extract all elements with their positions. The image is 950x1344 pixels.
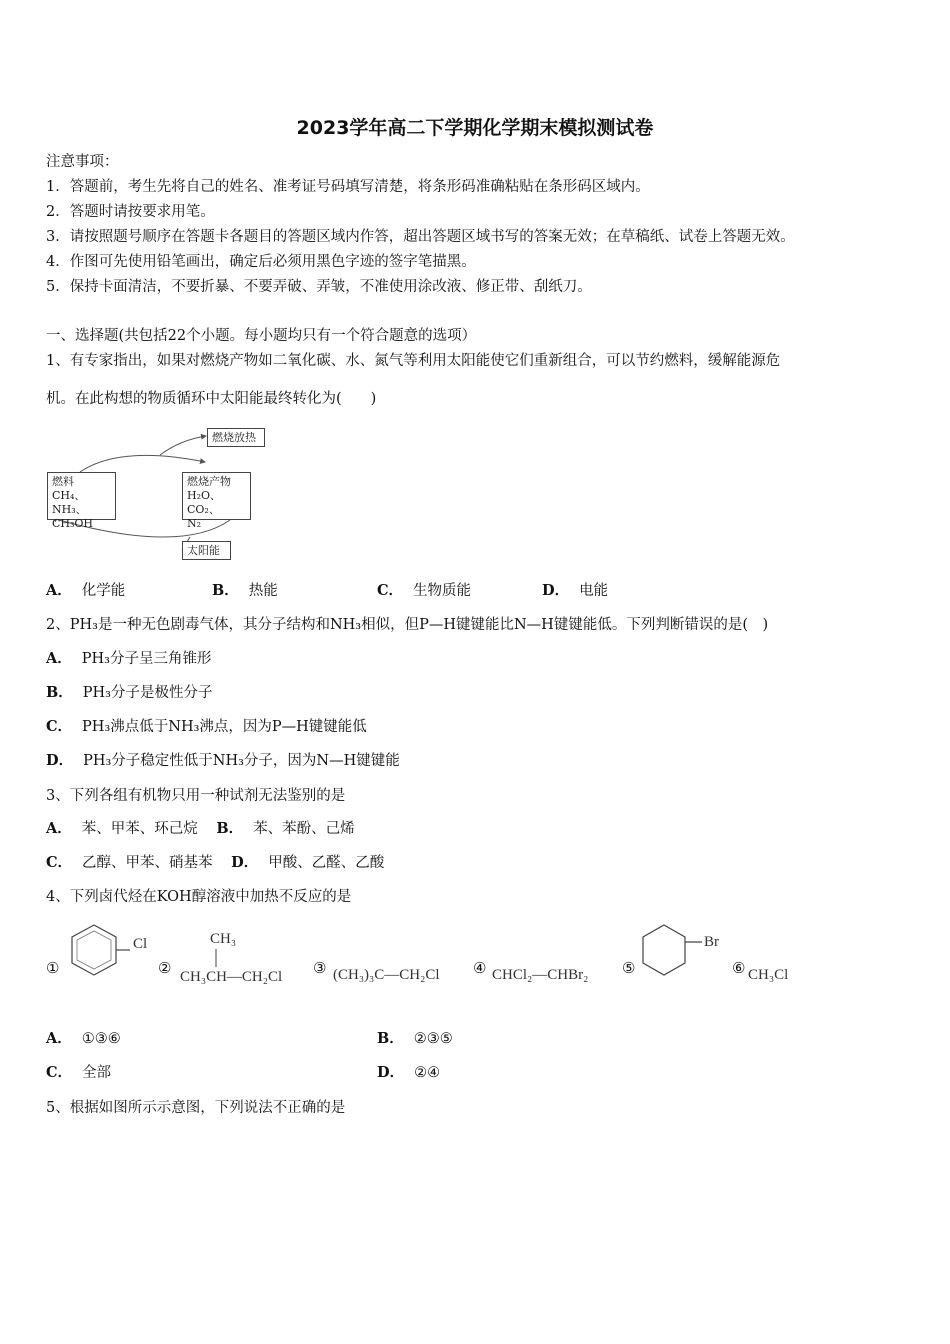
structure-number-1: ① bbox=[46, 959, 60, 977]
q3-option-c[interactable] bbox=[46, 855, 213, 871]
notice-item-4: 4．作图可先使用铅笔画出，确定后必须用黑色字迹的签字笔描黑。 bbox=[46, 254, 476, 270]
q2-stem: 2、PH₃是一种无色剧毒气体，其分子结构和NH₃相似，但P—H键键能比N—H键键能低。下列判断错误的是( ) bbox=[46, 617, 769, 633]
option-label: A． bbox=[46, 820, 72, 837]
fuel-label: 燃料 bbox=[52, 475, 74, 488]
option-label: B． bbox=[212, 582, 239, 599]
box-solar-energy: 太阳能 bbox=[182, 541, 231, 560]
option-label: C． bbox=[46, 718, 73, 735]
q1-stem-line2: 机。在此构想的物质循环中太阳能最终转化为( ) bbox=[46, 391, 377, 407]
q3-option-d[interactable] bbox=[231, 855, 384, 871]
q3-option-a[interactable] bbox=[46, 821, 198, 837]
option-label: B． bbox=[46, 684, 73, 701]
q1-option-d[interactable] bbox=[542, 581, 608, 601]
structure-2-top: CH₃ bbox=[210, 931, 237, 947]
q4-option-c[interactable] bbox=[46, 1063, 111, 1083]
box-products bbox=[182, 472, 251, 530]
notice-item-2: 2．答题时请按要求用笔。 bbox=[46, 204, 215, 220]
q5-stem: 5、根据如图所示示意图，下列说法不正确的是 bbox=[46, 1100, 346, 1116]
option-label: C． bbox=[377, 582, 404, 599]
option-text: 电能 bbox=[579, 583, 609, 599]
q4-stem: 4、下列卤代烃在KOH醇溶液中加热不反应的是 bbox=[46, 889, 352, 905]
option-label: A． bbox=[46, 650, 72, 667]
notice-heading: 注意事项： bbox=[46, 154, 119, 170]
arrow-to-heat bbox=[160, 436, 206, 455]
option-text: ①③⑥ bbox=[81, 1031, 121, 1047]
option-text: ②③⑤ bbox=[413, 1031, 453, 1047]
option-text: 苯、甲苯、环己烷 bbox=[81, 821, 198, 837]
option-label: B． bbox=[377, 1030, 404, 1047]
structure-number-4: ④ bbox=[473, 959, 487, 977]
option-text: 全部 bbox=[82, 1065, 112, 1081]
q4-option-a[interactable] bbox=[46, 1029, 121, 1049]
q4-option-d[interactable] bbox=[377, 1063, 440, 1083]
option-text: PH₃分子是极性分子 bbox=[82, 685, 213, 701]
fuel-formula-2: CH₃OH bbox=[52, 517, 94, 530]
option-text: 生物质能 bbox=[413, 583, 472, 599]
option-text: PH₃分子呈三角锥形 bbox=[81, 651, 212, 667]
option-text: PH₃沸点低于NH₃沸点，因为P—H键键能低 bbox=[82, 719, 367, 735]
q1-option-c[interactable] bbox=[377, 581, 471, 601]
structure-5-br: Br bbox=[704, 934, 719, 950]
q3-options-row-1 bbox=[46, 819, 355, 839]
box-combustion-heat: 燃烧放热 bbox=[207, 428, 265, 447]
q4-option-b[interactable] bbox=[377, 1029, 453, 1049]
structure-number-3: ③ bbox=[313, 959, 327, 977]
q3-option-b[interactable] bbox=[216, 821, 354, 837]
products-label: 燃烧产物 bbox=[187, 475, 231, 488]
fuel-formula-1: CH₄、NH₃、 bbox=[52, 489, 87, 516]
q3-stem: 3、下列各组有机物只用一种试剂无法鉴别的是 bbox=[46, 788, 346, 804]
page-title: 2023学年高二下学期化学期末模拟测试卷 bbox=[296, 117, 654, 139]
notice-item-1: 1．答题前，考生先将自己的姓名、准考证号码填写清楚，将条形码准确粘贴在条形码区域内。 bbox=[46, 179, 650, 195]
arrow-fuel-to-products bbox=[80, 455, 205, 472]
structure-number-5: ⑤ bbox=[622, 959, 636, 977]
option-label: A． bbox=[46, 582, 72, 599]
q3-options-row-2 bbox=[46, 853, 384, 873]
option-text: 乙醇、甲苯、硝基苯 bbox=[82, 855, 213, 871]
option-text: 化学能 bbox=[81, 583, 126, 599]
structure-number-2: ② bbox=[158, 959, 172, 977]
notice-item-5: 5．保持卡面清洁，不要折暴、不要弄破、弄皱，不准使用涂改液、修正带、刮纸刀。 bbox=[46, 279, 592, 295]
structure-number-6: ⑥ bbox=[732, 959, 746, 977]
option-text: ②④ bbox=[414, 1065, 441, 1081]
option-label: D． bbox=[542, 582, 570, 599]
products-formula-2: N₂ bbox=[187, 517, 202, 530]
q2-option-d[interactable] bbox=[46, 751, 400, 771]
section-heading: 一、选择题(共包括22个小题。每小题均只有一个符合题意的选项） bbox=[46, 328, 477, 344]
structure-2-main: CH₃CH—CH₂Cl bbox=[180, 969, 283, 985]
option-label: D． bbox=[377, 1064, 405, 1081]
cyclohexane-ring-icon bbox=[638, 920, 718, 990]
q2-option-c[interactable] bbox=[46, 717, 367, 737]
structure-3: (CH₃)₃C—CH₂Cl bbox=[333, 967, 440, 983]
structure-6: CH₃Cl bbox=[748, 967, 789, 983]
q1-stem-line1: 1、有专家指出，如果对燃烧产物如二氧化碳、水、氮气等利用太阳能使它们重新组合，可以节约燃料，缓解能源危 bbox=[46, 353, 781, 369]
option-text: 甲酸、乙醛、乙酸 bbox=[268, 855, 385, 871]
q1-option-a[interactable] bbox=[46, 581, 125, 601]
structure-4: CHCl₂—CHBr₂ bbox=[492, 967, 589, 983]
q1-option-b[interactable] bbox=[212, 581, 278, 601]
notice-item-3: 3．请按照题号顺序在答题卡各题目的答题区域内作答，超出答题区域书写的答案无效；在草稿纸、试卷上答题无效。 bbox=[46, 229, 795, 245]
structure-1-cl: Cl bbox=[133, 936, 148, 952]
structure-2-bond bbox=[213, 949, 219, 969]
option-label: C． bbox=[46, 1064, 73, 1081]
option-label: A． bbox=[46, 1030, 72, 1047]
box-fuel bbox=[47, 472, 116, 530]
option-text: 热能 bbox=[248, 583, 278, 599]
option-label: C． bbox=[46, 854, 73, 871]
option-text: PH₃分子稳定性低于NH₃分子，因为N—H键键能 bbox=[83, 753, 400, 769]
q2-option-a[interactable] bbox=[46, 649, 211, 669]
option-label: D． bbox=[46, 752, 74, 769]
option-label: B． bbox=[216, 820, 244, 837]
q2-option-b[interactable] bbox=[46, 683, 212, 703]
benzene-ring-icon bbox=[64, 920, 154, 990]
products-formula-1: H₂O、CO₂、 bbox=[187, 489, 222, 516]
option-label: D． bbox=[231, 854, 259, 871]
option-text: 苯、苯酚、己烯 bbox=[253, 821, 355, 837]
